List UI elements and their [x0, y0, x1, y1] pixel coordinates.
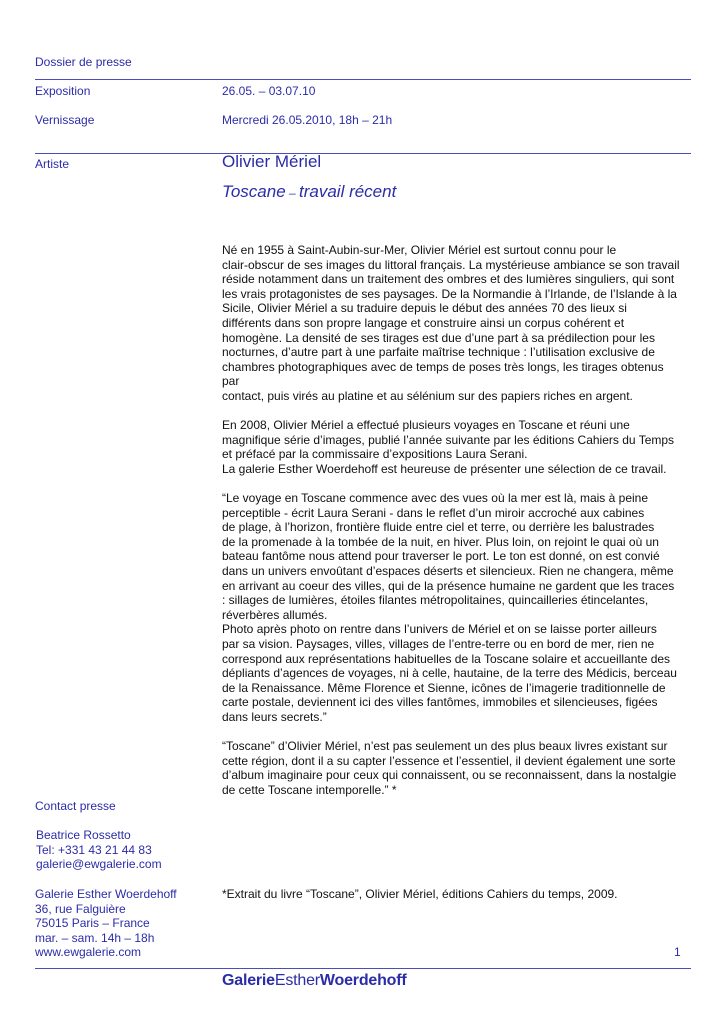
paragraph-toscane: En 2008, Olivier Mériel a effectué plusieurs voyages en Toscane et réuni une magnifique série d’images, publié l’année suivante par les éditions Cahiers du Temps et préfacé par la commissaire d’expositions Laura Serani. La galerie Esther Woerdehoff est heureuse de présenter une sélection de ce travail. [222, 418, 675, 476]
press-text [222, 243, 682, 812]
divider [35, 968, 691, 969]
exposition-label: Exposition [35, 84, 91, 98]
paragraph-quote: “Le voyage en Toscane commence avec des vues où la mer est là, mais à peine perceptible - écrit Laura Serani - dans le reflet d’un miroir accroché aux cabines de plage, à l’horizon, frontière fluide entre ciel et terre, ou derrière les balustrades de la promenade à la tombée de la nuit, en hiver. Plus loin, on rejoint le quai où un bateau fantôme nous attend pour traverser le port. Le ton est donné, on est convié dans un univers envoûtant d’espaces déserts et silencieux. Rien ne changera, même en arrivant au coeur des villes, qui de la présence humaine ne gardent que les traces : sillages de lumières, étoiles filantes métropolitaines, quincailleries étincelantes, réverbères allumés. Photo après photo on rentre dans l’univers de Mériel et on se laisse porter ailleurs par sa vision. Paysages, villes, villages de l’entre-terre ou en bord de mer, rien ne correspond aux représentations habituelles de la Toscane solaire et accueillante des dépliants d’agences de voyages, ni à celle, hautaine, de la terre des Médicis, berceau de la Renaissance. Même Florence et Sienne, icônes de l’imagerie traditionnelle de carte postale, deviennent ici des villes fantômes, immobiles et silencieuses, figées dans leurs secrets.” [222, 491, 677, 724]
subtitle-separator: – [285, 186, 299, 200]
subtitle-main: Toscane [222, 182, 286, 201]
paragraph-conclusion: “Toscane” d’Olivier Mériel, n’est pas seulement un des plus beaux livres existant sur cette région, dont il a su capter l’essence et l’essentiel, il devient également une sorte d’album imaginaire pour ceux qui connaissent, ou se reconnaissent, dans la nostalgie de cette Toscane intemporelle.” * [222, 739, 677, 797]
logo-part-woerdehoff: Woerdehoff [319, 972, 407, 989]
divider [35, 153, 691, 154]
logo-part-esther: Esther [274, 972, 320, 989]
contact-label: Contact presse [35, 799, 116, 813]
artist-name: Olivier Mériel [222, 152, 322, 171]
vernissage-value: Mercredi 26.05.2010, 18h – 21h [222, 113, 393, 127]
footnote: *Extrait du livre “Toscane”, Olivier Mériel, éditions Cahiers du temps, 2009. [222, 887, 618, 901]
exhibition-subtitle [222, 182, 396, 202]
gallery-logo [222, 972, 407, 990]
contact-person: Beatrice Rossetto Tel: +331 43 21 44 83 galerie@ewgalerie.com [36, 828, 162, 872]
dossier-label: Dossier de presse [35, 55, 132, 69]
divider [35, 79, 691, 80]
gallery-address: Galerie Esther Woerdehoff 36, rue Falguière 75015 Paris – France mar. – sam. 14h – 18h www.ewgalerie.com [35, 887, 177, 960]
page-number: 1 [674, 945, 681, 959]
vernissage-label: Vernissage [35, 113, 95, 127]
artist-label: Artiste [35, 157, 70, 171]
exposition-dates: 26.05. – 03.07.10 [222, 84, 316, 98]
subtitle-rest: travail récent [299, 182, 397, 201]
logo-part-galerie: Galerie [222, 972, 275, 989]
paragraph-bio: Né en 1955 à Saint-Aubin-sur-Mer, Olivier Mériel est surtout connu pour le clair-obscur de ses images du littoral français. La mystérieuse ambiance se son travail réside notamment dans un traitement des ombres et des lumières singuliers, qui sont les vrais protagonistes de ses paysages. De la Normandie à l’Irlande, de l’Islande à la Sicile, Olivier Mériel a su traduire depuis le début des années 70 des lieux si différents dans son propre langage et construire ainsi un corpus cohérent et homogène. La densité de ses tirages est due d’une part à sa prédilection pour les nocturnes, d’autre part à une parfaite maîtrise technique : l’utilisation exclusive de chambres photographiques avec de temps de poses très longs, les tirages obtenus par contact, puis virés au platine et au sélénium sur des papiers riches en argent. [222, 243, 680, 403]
